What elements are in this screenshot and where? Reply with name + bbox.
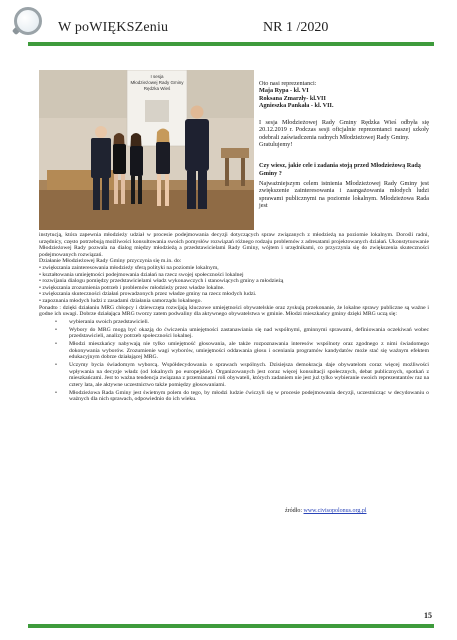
- rep-3: Agnieszka Pankała - kl. VII.: [259, 101, 334, 109]
- activity-item: • kształtowania umiejętności podejmowania działań na rzecz swojej społeczności lokalnej: [39, 271, 244, 278]
- source-label: źródło:: [285, 508, 302, 514]
- learn-item: • Młodzieżowa Rada Gminy jest świetnym polem do tego, by młodzi ludzie ćwiczyli się w procesie podejmowania decyzji, uczestnicząc w decydowaniu o ważnych dla nich sprawach, odpowiednio do ich wieku.: [69, 390, 429, 403]
- activities-list: [39, 265, 429, 305]
- activity-item: • rozwijania dialogu pomiędzy przedstawicielami władz wykonawczych i stanowiących gminy a młodzieżą: [39, 278, 284, 285]
- activity-item: • zwiększania skuteczności działań prowadzonych przez władze gminy na rzecz młodych ludzi.: [39, 291, 257, 298]
- header-divider: [28, 42, 434, 46]
- activity-item: • zwiększania zrozumienia potrzeb i problemów młodzieży przez władze lokalne.: [39, 284, 225, 291]
- source-line: [285, 508, 367, 514]
- rep-1: Maja Rypa - kl. VI: [259, 87, 309, 95]
- activity-item: • zwiększania zainteresowania młodzieży sferą polityki na poziomie lokalnym,: [39, 264, 219, 271]
- activities-summary: Ponadto : dzięki działaniu MRG chłopcy i dziewczęta rozwijają kluczowe umiejętności obywatelskie oraz zyskują przekonanie, że lokalne sprawy publiczne są ważne i godne ich uwagi. Dobrze działająca MRG tworzy zatem podwaliny dla aktywnego obywatelstwa w gminie. Młodzi mieszkańcy gminy dzięki MRG uczą się:: [39, 304, 429, 318]
- banner-line-1: I sesja: [150, 74, 164, 79]
- question-paragraph-rest: instytucją, która zapewnia młodzieży udział w procesie podejmowania decyzji dotyczących spraw związanych z młodzieżą na poziomie lokalnym. Dorośli radni, urzędnicy, często potrzebują możliwości konsultowania swoich pomysłów rozwiązań różnego rodzaju problemów z adresatami projektowanych działań. Ukonstytuowanie Młodzieżowej Rady pozwala na dialog między młodzieżą a przedstawicielami Rady Gminy, wójtem i urzędnikami, co przyczynia się do zwiększenia skuteczności podejmowanych rozwiązań.: [39, 232, 429, 258]
- footer-divider: [28, 624, 434, 628]
- banner-line-3: Rędzka Wieś: [143, 86, 171, 91]
- congrats: Gratulujemy!: [259, 141, 293, 149]
- learn-list: [39, 319, 429, 403]
- page-header: [0, 0, 457, 52]
- intro-section: [259, 80, 429, 212]
- learn-item: • Uczymy bycia świadomym wyborcą. Współdecydowania o sprawach wspólnych. Dzisiejsza demokracja daje obywatelom coraz więcej możliwości wpływania na decyzje władz (od lokalnych po europejskie). Organizowanych jest coraz więcej konsultacji społecznych, debat publicznych, spotkań z mieszkańcami. Jest to ważna tendencja związana z przemianami roli obywateli, których zadaniem nie jest już tylko wybieranie swoich reprezentantów raz na cztery lata, ale aktywne uczestnictwo także pomiędzy głosowaniami.: [69, 362, 429, 388]
- question-paragraph-start: Najważniejszym celem istnienia Młodzieżowej Rady Gminy jest zwiększenie zainteresowania i zaangażowania młodych ludzi sprawami publicznymi na poziomie lokalnym. Młodzieżowa Rada jest: [259, 179, 429, 209]
- activity-item: • zapoznania młodych ludzi z zasadami działania samorządu lokalnego.: [39, 297, 202, 304]
- learn-item: • wybierania swoich przedstawicieli.: [69, 319, 429, 326]
- newsletter-title: W poWIĘKSZeniu: [58, 20, 169, 35]
- learn-item: • Młodzi mieszkańcy nabywają nie tylko umiejętność głosowania, ale także rozpoznawania interesów wspólnoty oraz zgodnego z nimi świadomego dokonywania wyborów. Zrozumienie wagi wyborów, umiejętności oddawania głosu i oceniania programów kandydatów może stać się ważnym efektem edukacyjnym dobrze działającej MRG.: [69, 341, 429, 361]
- rep-2: Roksana Zmarzły- kl.VII: [259, 94, 326, 102]
- intro-paragraph: I sesja Młodzieżowej Rady Gminy Rędzka Wieś odbyła się 20.12.2019 r. Podczas sesji oficjalnie reprezentanci naszej szkoły odebrali zaświadczenia radnych Młodzieżowej Rady Gminy.: [259, 119, 429, 141]
- activities-intro: Działanie Młodzieżowej Rady Gminy przyczynia się m.in. do:: [39, 258, 182, 265]
- intro-heading: Oto nasi reprezentanci:: [259, 80, 317, 87]
- issue-number: NR 1 /2020: [263, 20, 329, 35]
- learn-item: • Wybory do MRG mogą być okazją do ćwiczenia umiejętności zastanawiania się nad wspólnymi, gminnymi sprawami, definiowania oczekiwań wobec przedstawicieli, analizy potrzeb społeczności lokalnej.: [69, 327, 429, 340]
- article-body: [39, 232, 429, 404]
- question-title: Czy wiesz, jakie cele i zadania stoją przed Młodzieżową Radą Gminy ?: [259, 162, 421, 177]
- page-number: 15: [424, 611, 432, 620]
- source-link[interactable]: www.civisopolonus.org.pl: [303, 508, 367, 514]
- banner-line-2: Młodzieżowej Rady Gminy: [130, 80, 184, 85]
- group-photo: [39, 70, 254, 230]
